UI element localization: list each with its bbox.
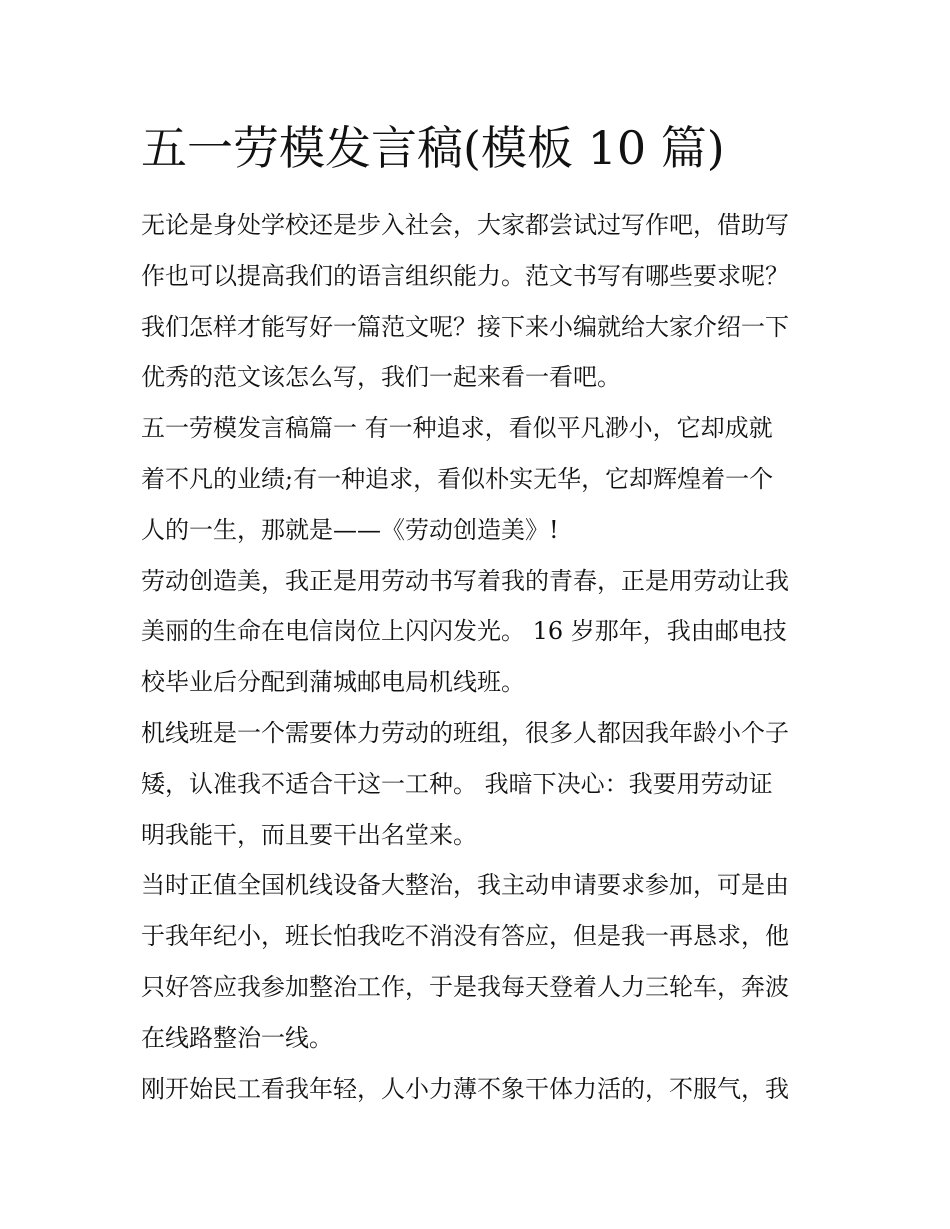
text-line: 优秀的范文该怎么写，我们一起来看一看吧。: [141, 363, 621, 392]
text-line: 五一劳模发言稿篇一 有一种追求，看似平凡渺小，它却成就: [141, 414, 773, 443]
text-line: 当时正值全国机线设备大整治，我主动申请要求参加，可是由: [141, 871, 789, 900]
text-line: 明我能干，而且要干出名堂来。: [141, 820, 477, 849]
text-line: 人的一生，那就是——《劳动创造美》!: [141, 515, 559, 544]
text-line: 机线班是一个需要体力劳动的班组，很多人都因我年龄小个子: [141, 718, 789, 747]
text-line: 美丽的生命在电信岗位上闪闪发光。 16 岁那年，我由邮电技: [141, 617, 787, 646]
text-line: 无论是身处学校还是步入社会，大家都尝试过写作吧，借助写: [141, 211, 789, 239]
document-title: 五一劳模发言稿(模板 10 篇): [141, 121, 725, 175]
text-line: 着不凡的业绩;有一种追求，看似朴实无华，它却辉煌着一个: [141, 464, 774, 493]
text-line: 校毕业后分配到蒲城邮电局机线班。: [141, 668, 525, 697]
text-line: 劳动创造美，我正是用劳动书写着我的青春，正是用劳动让我: [141, 566, 789, 595]
text-line: 我们怎样才能写好一篇范文呢？接下来小编就给大家介绍一下: [141, 312, 789, 341]
text-line: 作也可以提高我们的语言组织能力。范文书写有哪些要求呢？: [141, 261, 789, 290]
text-line: 矮，认准我不适合干这一工种。 我暗下决心：我要用劳动证: [141, 769, 773, 798]
document-body: [141, 200, 817, 1114]
text-line: 刚开始民工看我年轻，人小力薄不象干体力活的，不服气，我: [141, 1074, 789, 1103]
text-line: 只好答应我参加整治工作，于是我每天登着人力三轮车，奔波: [141, 972, 789, 1001]
text-line: 在线路整治一线。: [141, 1023, 333, 1052]
text-line: 于我年纪小，班长怕我吃不消没有答应，但是我一再恳求，他: [141, 922, 789, 951]
